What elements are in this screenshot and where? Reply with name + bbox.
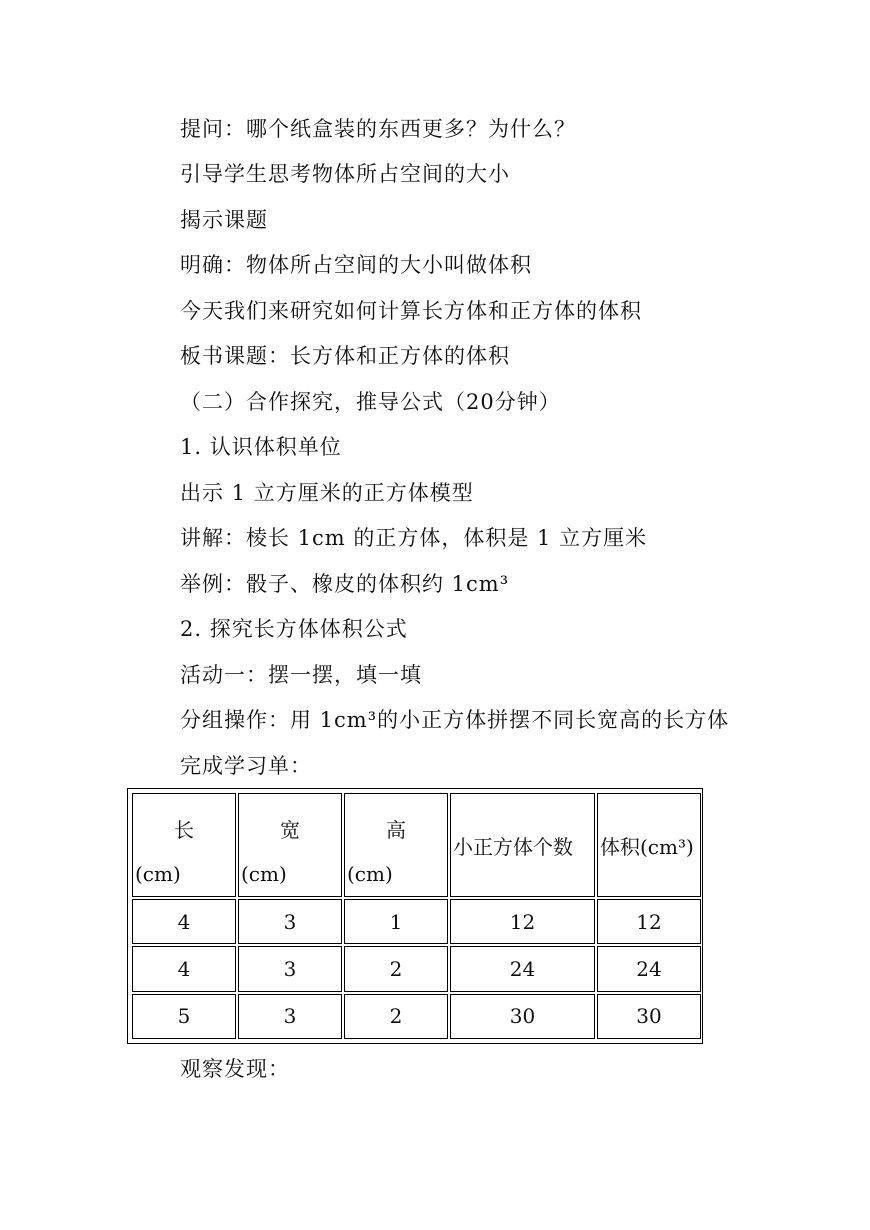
- table-cell: 4: [132, 899, 236, 944]
- table-cell: 12: [450, 899, 595, 944]
- table-row: [132, 946, 701, 991]
- header-height-label: 高: [386, 818, 406, 842]
- header-length-unit: (cm): [135, 862, 181, 886]
- header-width-unit: (cm): [241, 862, 287, 886]
- example-line: 举例：骰子、橡皮的体积约 1cm³: [180, 572, 510, 596]
- subsection-1-heading: 1. 认识体积单位: [180, 435, 342, 459]
- header-volume: 体积(cm³): [597, 793, 701, 897]
- table-row: [132, 899, 701, 944]
- question-line: 提问：哪个纸盒装的东西更多？为什么？: [180, 117, 576, 141]
- subsection-2-heading: 2. 探究长方体体积公式: [180, 617, 408, 641]
- header-width: [238, 793, 342, 897]
- group-operation-line: 分组操作：用 1cm³的小正方体拼摆不同长宽高的长方体: [180, 708, 730, 732]
- table-cell: 2: [344, 946, 448, 991]
- table-cell: 4: [132, 946, 236, 991]
- observation-line: 观察发现：: [180, 1057, 290, 1081]
- header-length-label: 长: [174, 818, 194, 842]
- header-length: [132, 793, 236, 897]
- model-line: 出示 1 立方厘米的正方体模型: [180, 481, 474, 505]
- guide-line: 引导学生思考物体所占空间的大小: [180, 162, 510, 186]
- reveal-topic-line: 揭示课题: [180, 208, 268, 232]
- header-height-unit: (cm): [347, 862, 393, 886]
- table-cell: 30: [450, 994, 595, 1039]
- table-cell: 1: [344, 899, 448, 944]
- table-cell: 24: [597, 946, 701, 991]
- header-cube-count: 小正方体个数: [450, 793, 595, 897]
- worksheet-line: 完成学习单：: [180, 754, 312, 778]
- table-cell: 24: [450, 946, 595, 991]
- intro-line: 今天我们来研究如何计算长方体和正方体的体积: [180, 299, 642, 323]
- table-cell: 12: [597, 899, 701, 944]
- header-width-label: 宽: [280, 818, 300, 842]
- table-row: [132, 994, 701, 1039]
- table-cell: 5: [132, 994, 236, 1039]
- table-header-row: [132, 793, 701, 897]
- board-title-line: 板书课题：长方体和正方体的体积: [180, 344, 510, 368]
- header-height: [344, 793, 448, 897]
- table-cell: 3: [238, 899, 342, 944]
- definition-line: 明确：物体所占空间的大小叫做体积: [180, 253, 532, 277]
- table-cell: 2: [344, 994, 448, 1039]
- worksheet-table: [127, 788, 703, 1044]
- table-cell: 3: [238, 946, 342, 991]
- explain-line: 讲解：棱长 1cm 的正方体，体积是 1 立方厘米: [180, 526, 648, 550]
- data-table: [130, 791, 703, 1041]
- activity-line: 活动一：摆一摆，填一填: [180, 663, 422, 687]
- section-heading: （二）合作探究，推导公式（20分钟）: [180, 390, 561, 414]
- table-cell: 3: [238, 994, 342, 1039]
- table-cell: 30: [597, 994, 701, 1039]
